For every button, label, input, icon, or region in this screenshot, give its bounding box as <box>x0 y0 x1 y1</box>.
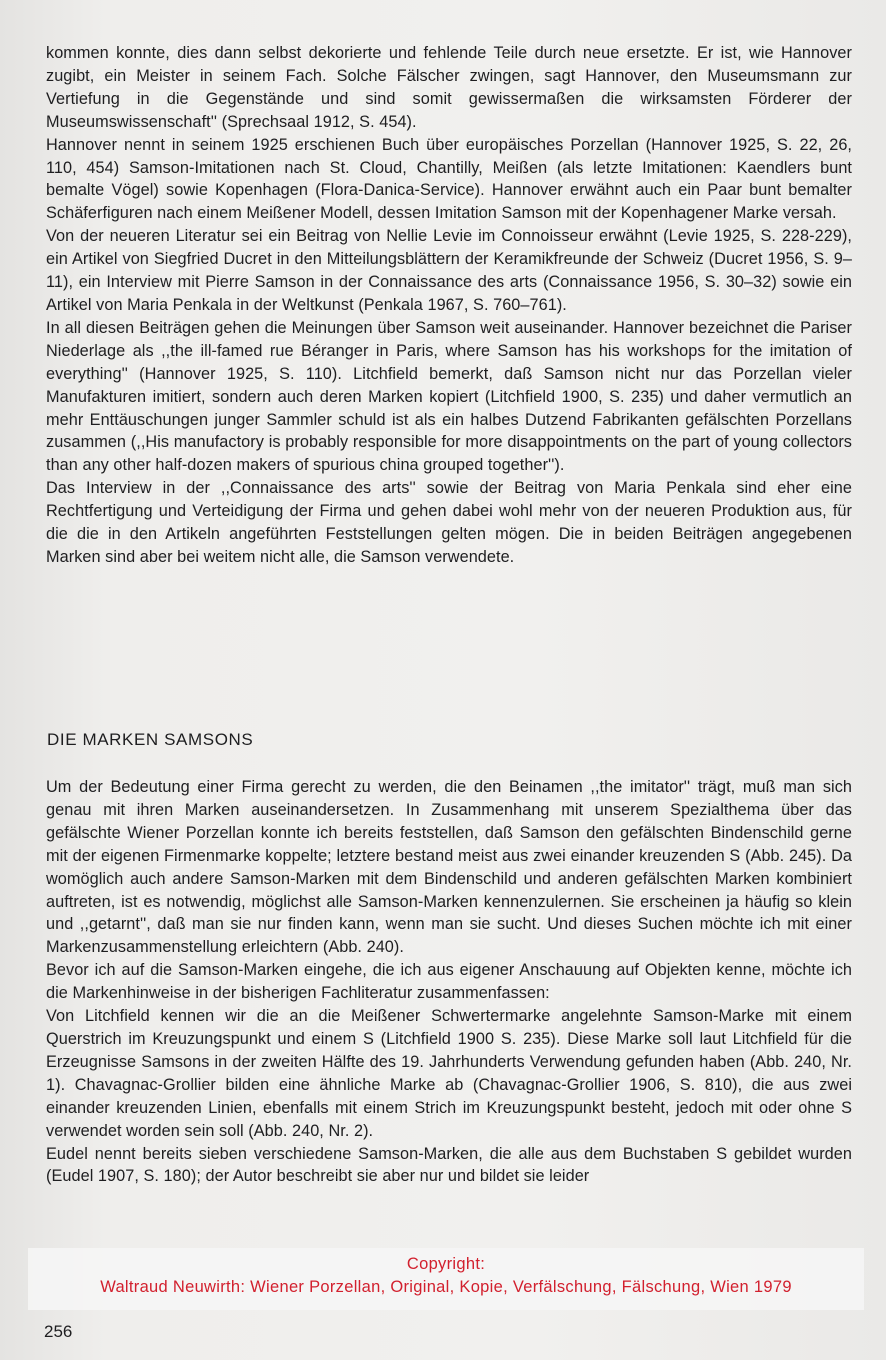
paragraph: In all diesen Beiträgen gehen die Meinungen über Samson weit auseinander. Hannover bezeichnet die Pariser Niederlage als ,,the ill-famed rue Béranger in Paris, where Samson has his workshops for the imitation of everything'' (Hannover 1925, S. 110). Litchfield bemerkt, daß Samson nicht nur das Porzellan vieler Manufakturen imitiert, sondern auch deren Marken kopiert (Litchfield 1900, S. 235) und daher vermutlich an mehr Enttäuschungen junger Sammler schuld ist als ein halbes Dutzend Fabrikanten gefälschten Porzellans zusammen (,,His manufactory is probably responsible for more disappointments on the part of young collectors than any other half-dozen makers of spurious china grouped together''). <box>46 318 852 475</box>
paragraph: Das Interview in der ,,Connaissance des arts'' sowie der Beitrag von Maria Penkala sind eher eine Rechtfertigung und Verteidigung der Firma und gehen dabei wohl mehr von der neueren Produktion aus, für die die in den Artikeln angeführten Feststellungen gelten mögen. Die in beiden Beiträgen angegebenen Marken sind aber bei weitem nicht alle, die Samson verwendete. <box>46 479 852 566</box>
paragraph: kommen konnte, dies dann selbst dekorierte und fehlende Teile durch neue ersetzte. Er ist, wie Hannover zugibt, ein Meister in seinem Fach. Solche Fälscher zwingen, sagt Hannover, den Museumsmann zur Vertiefung in die Gegenstände und sind somit gewissermaßen die wirksamsten Förderer der Museumswissenschaft'' (Sprechsaal 1912, S. 454). <box>46 44 852 131</box>
body-text-section-1 <box>46 42 852 569</box>
paragraph: Bevor ich auf die Samson-Marken eingehe, die ich aus eigener Anschauung auf Objekten kenne, möchte ich die Markenhinweise in der bisherigen Fachliteratur zusammenfassen: <box>46 961 852 1003</box>
page-number: 256 <box>44 1322 73 1341</box>
section-heading: DIE MARKEN SAMSONS <box>47 730 254 749</box>
paragraph: Um der Bedeutung einer Firma gerecht zu werden, die den Beinamen ,,the imitator'' trägt, muß man sich genau mit ihren Marken auseinandersetzen. In Zusammenhang mit unserem Spezialthema über das gefälschte Wiener Porzellan konnte ich bereits feststellen, daß Samson den gefälschten Bindenschild gerne mit der eigenen Firmenmarke koppelte; letztere bestand meist aus zwei einander kreuzenden S (Abb. 245). Da womöglich auch andere Samson-Marken mit dem Bindenschild und anderen gefälschten Marken kombiniert auftreten, ist es notwendig, möglichst alle Samson-Marken kennenzulernen. Sie erscheinen ja häufig so klein und ,,getarnt'', daß man sie nur finden kann, wenn man sie sucht. Und dieses Suchen möchte ich mit einer Markenzusammenstellung erleichtern (Abb. 240). <box>46 778 852 957</box>
paragraph: Von Litchfield kennen wir die an die Meißener Schwertermarke angelehnte Samson-Marke mit einem Querstrich im Kreuzungspunkt und einem S (Litchfield 1900 S. 235). Diese Marke soll laut Litchfield für die Erzeugnisse Samsons in der zweiten Hälfte des 19. Jahrhunderts Verwendung gefunden haben (Abb. 240, Nr. 1). Chavagnac-Grollier bilden eine ähnliche Marke ab (Chavagnac-Grollier 1906, S. 810), die aus zwei einander kreuzenden Linien, ebenfalls mit einem Strich im Kreuzungspunkt besteht, jedoch mit oder ohne S verwendet worden sein soll (Abb. 240, Nr. 2). <box>46 1007 852 1140</box>
paragraph: Von der neueren Literatur sei ein Beitrag von Nellie Levie im Connoisseur erwähnt (Levie 1925, S. 228-229), ein Artikel von Siegfried Ducret in den Mitteilungsblättern der Keramikfreunde der Schweiz (Ducret 1956, S. 9–11), ein Interview mit Pierre Samson in der Connaissance des arts (Connaissance 1956, S. 30–32) sowie ein Artikel von Maria Penkala in der Weltkunst (Penkala 1967, S. 760–761). <box>46 227 852 314</box>
copyright-label: Copyright: <box>406 1255 486 1273</box>
copyright-source: Waltraud Neuwirth: Wiener Porzellan, Original, Kopie, Verfälschung, Fälschung, Wien 1979 <box>100 1278 792 1296</box>
paragraph: Eudel nennt bereits sieben verschiedene Samson-Marken, die alle aus dem Buchstaben S gebildet wurden (Eudel 1907, S. 180); der Autor beschreibt sie aber nur und bildet sie leider <box>46 1144 852 1186</box>
paragraph: Hannover nennt in seinem 1925 erschienen Buch über europäisches Porzellan (Hannover 1925, S. 22, 26, 110, 454) Samson-Imitationen nach St. Cloud, Chantilly, Meißen (als letzte Imitationen: Kaendlers bunt bemalte Vögel) sowie Kopenhagen (Flora-Danica-Service). Hannover erwähnt auch ein Paar bunt bemalter Schäferfiguren nach einem Meißener Modell, dessen Imitation Samson mit der Kopenhagener Marke versah. <box>46 135 852 223</box>
body-text-section-2 <box>46 776 852 1188</box>
copyright-notice <box>28 1248 864 1310</box>
